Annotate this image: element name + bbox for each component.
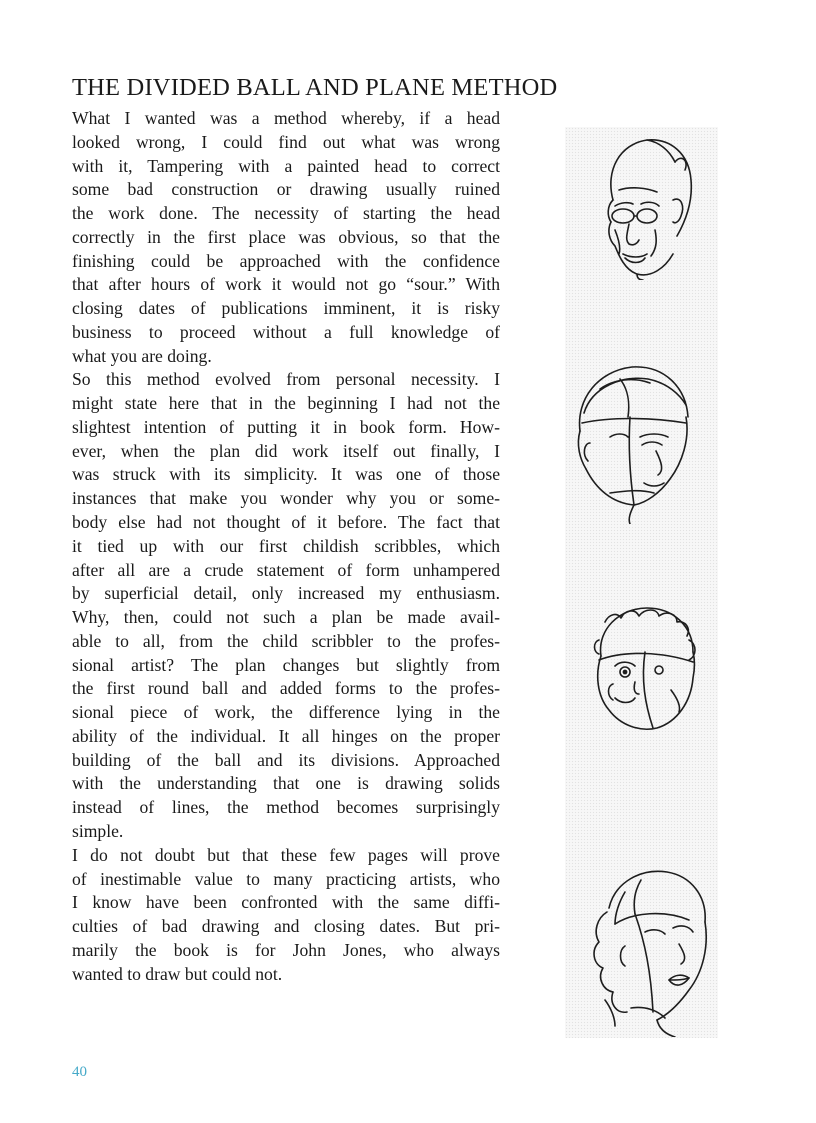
illustration-column xyxy=(565,127,718,1038)
text-line: closing dates of publications imminent, it is risky xyxy=(72,298,500,319)
text-line: culties of bad drawing and closing dates. But pri- xyxy=(72,916,500,937)
text-line: slightest intention of putting it in book form. How- xyxy=(72,416,500,437)
text-line: might state here that in the beginning I had not the xyxy=(72,393,500,414)
text-line: business to proceed without a full knowledge of xyxy=(72,321,500,342)
text-line: instead of lines, the method becomes surprisingly xyxy=(72,797,500,818)
text-line: wanted to draw but could not. xyxy=(72,963,283,984)
page-title: THE DIVIDED BALL AND PLANE METHOD xyxy=(72,74,558,101)
text-line: of inestimable value to many practicing artists, who xyxy=(72,868,500,889)
text-line: some bad construction or drawing usually ruined xyxy=(72,179,500,200)
text-line: the first round ball and added forms to the profes- xyxy=(72,678,500,699)
text-line: I know have been confronted with the same diffi- xyxy=(72,892,500,913)
text-line: the work done. The necessity of starting the head xyxy=(72,203,500,224)
text-line: sional artist? The plan changes but slightly from xyxy=(72,654,500,675)
old-man-head-sketch-icon xyxy=(585,130,700,280)
text-line: it tied up with our first childish scribbles, which xyxy=(72,535,500,556)
woman-head-sketch-icon xyxy=(585,862,710,1037)
text-line: finishing could be approached with the confidence xyxy=(72,250,500,271)
text-line: what you are doing. xyxy=(72,345,212,366)
page-number: 40 xyxy=(72,1064,87,1080)
text-line: looked wrong, I could find out what was wrong xyxy=(72,131,500,152)
text-line: body else had not thought of it before. The fact that xyxy=(72,512,500,533)
text-line: ability of the individual. It all hinges on the proper xyxy=(72,725,500,746)
text-line: able to all, from the child scribbler to the profes- xyxy=(72,630,500,651)
text-line: ever, when the plan did work itself out finally, I xyxy=(72,440,500,461)
text-line: with it, Tampering with a painted head to correct xyxy=(72,155,500,176)
text-line: after all are a crude statement of form unhampered xyxy=(72,559,500,580)
text-line: So this method evolved from personal necessity. I xyxy=(72,369,500,390)
text-line: building of the ball and its divisions. Approached xyxy=(72,749,500,770)
text-line: Why, then, could not such a plan be made avail- xyxy=(72,607,500,628)
text-line: sional piece of work, the difference lying in the xyxy=(72,702,500,723)
text-line: instances that make you wonder why you or some- xyxy=(72,488,500,509)
text-line: I do not doubt but that these few pages will prove xyxy=(72,844,500,865)
body-text xyxy=(72,107,500,986)
text-line: that after hours of work it would not go “sour.” With xyxy=(72,274,500,295)
text-line: by superficial detail, only increased my enthusiasm. xyxy=(72,583,500,604)
text-line: What I wanted was a method whereby, if a head xyxy=(72,108,500,128)
young-man-head-sketch-icon xyxy=(570,359,695,524)
baby-head-sketch-icon xyxy=(585,600,700,740)
text-line: was struck with its simplicity. It was one of those xyxy=(72,464,500,485)
text-line: marily the book is for John Jones, who always xyxy=(72,939,500,960)
text-line: correctly in the first place was obvious, so that the xyxy=(72,226,500,247)
text-line: simple. xyxy=(72,820,124,841)
text-line: with the understanding that one is drawing solids xyxy=(72,773,500,794)
